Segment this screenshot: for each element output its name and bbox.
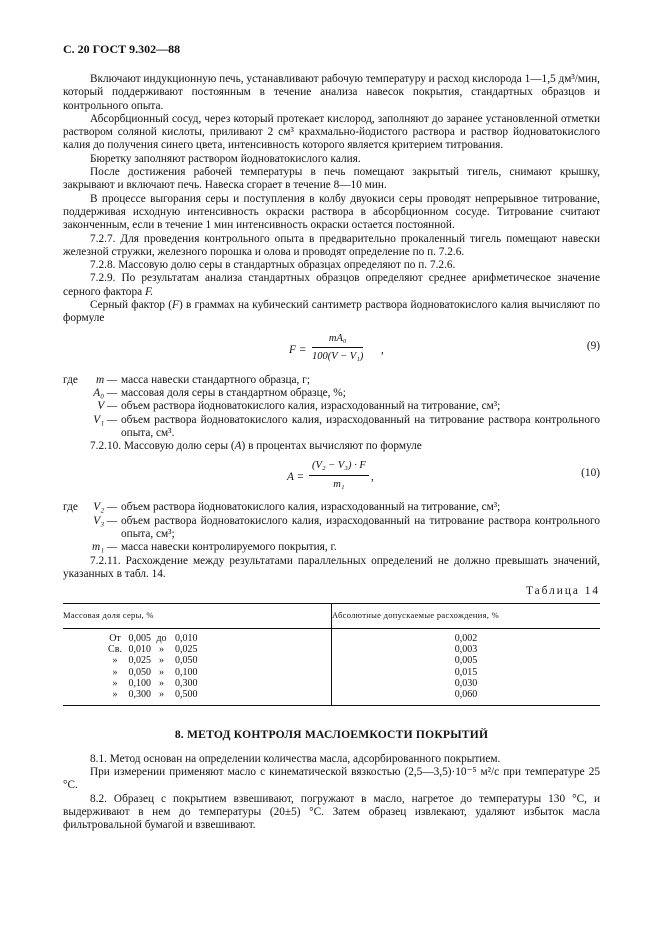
legend-description: объем раствора йодноватокислого калия, израсходованный на титрование раствора контрольного опыта, см³. [121,413,600,439]
tolerance-cell: 0,003 [454,644,478,656]
symbol-a: A [234,440,242,453]
formula-9-numerator: mA₀ [312,332,363,348]
legend-symbol: m₁ — [92,541,117,554]
range-prefix: От [109,632,121,644]
legend-lead: где [63,373,78,386]
range-separator: » [159,677,164,689]
range-separator: » [159,689,164,701]
section-title: 8. МЕТОД КОНТРОЛЯ МАСЛОЕМКОСТИ ПОКРЫТИЙ [174,727,489,741]
table-row [63,628,600,644]
range-separator: » [159,655,164,667]
range-prefix: Св. [108,644,122,656]
table-row [63,667,600,678]
legend-row [63,515,600,542]
document-body [63,73,600,833]
formula-10-numerator: (V₂ − V₃) · F [309,459,369,475]
legend-symbol: A₀ — [93,386,117,399]
formula-9-lhs: F = [289,343,307,356]
range-cell [63,655,332,666]
sulfur-factor-symbol: F. [144,285,154,298]
legend-lead [63,387,85,400]
legend-symbol: V — [97,400,117,413]
table-14 [63,603,600,706]
formula-10-comma: , [371,471,374,484]
table-header-sulfur-fraction: Массовая доля серы, % [63,603,332,628]
paragraph-4: После достижения рабочей температуры в печь помещают закрытый тигель, снимают крышку, закрывают и включают печь. Навеска сгорает в течение 8—10 мин. [63,166,600,192]
tolerance-cell: 0,015 [454,666,478,678]
formula-10 [63,459,600,497]
range-cell [63,678,332,689]
paragraph-7-2-10 [63,440,600,453]
table-header-tolerance: Абсолютные допускаемые расхождения, % [332,603,601,628]
range-to: 0,100 [175,666,198,678]
range-to: 0,500 [175,689,198,701]
paragraph-3: Бюретку заполняют раствором йодноватокислого калия. [90,152,361,165]
tolerance-cell: 0,060 [332,689,601,705]
table-row [63,678,600,689]
paragraph-5: В процессе выгорания серы и поступления в колбу двуокиси серы проводят непрерывное титрование, поддерживая исходную интенсивность окраски раствора в абсорбционном сосуде. Титрование считают законченным, если в течение 1 мин интенсивность окраски остается постоянной. [63,192,600,232]
formula-9-fraction [312,332,363,364]
formula-9-comma: , [381,343,384,356]
paragraph-1: Включают индукционную печь, устанавливают рабочую температуру и расход кислорода 1—1,5 дм³/мин, который поддерживают постоянным в течение анализа навесок покрытия, стандартных образцов и контрольного опыта. [63,73,600,112]
paragraph-oil-viscosity: При измерении применяют масло с кинематической вязкостью (2,5—3,5)·10⁻⁵ м²/с при температуре 25 °С. [63,766,600,792]
legend-lead [63,515,85,542]
formula-9-number: (9) [586,339,600,352]
legend-formula-9 [63,374,600,440]
legend-row [63,541,600,554]
paragraph-7-2-9-text: 7.2.9. По результатам анализа стандартных образцов определяют среднее арифметическое значение серного фактора [63,272,600,298]
paragraph-2: Абсорбционный сосуд, через который протекает кислород, заполняют до заранее установленной отметки раствором соляной кислоты, приливают 2 см³ крахмально-йодистого раствора и раствор йодноватокислого калия до получения синего цвета, интенсивность которого является критерием титрования. [63,112,600,152]
legend-description: объем раствора йодноватокислого калия, израсходованный на титрование, см³; [121,400,501,413]
legend-row [63,374,600,387]
legend-lead [63,414,85,441]
range-separator: до [156,632,167,644]
legend-description: массовая доля серы в стандартном образце, %; [121,386,346,399]
legend-lead [63,400,85,413]
range-prefix: » [112,655,118,667]
range-cell [63,667,332,678]
text-fragment: Серный фактор ( [90,299,173,312]
range-to: 0,010 [175,632,198,644]
legend-symbol: m — [95,373,117,386]
legend-symbol: V₂ — [93,501,117,514]
table-row [63,655,600,666]
paragraph-8-1: 8.1. Метод основан на определении количества масла, адсорбированного покрытием. [90,752,501,765]
page-header: С. 20 ГОСТ 9.302—88 [63,42,181,56]
paragraph-7-2-9 [63,272,600,299]
legend-row [63,400,600,413]
text-fragment: ) в процентах вычисляют по формуле [241,440,422,453]
formula-9-denominator: 100(V − V₁) [312,350,364,362]
tolerance-cell: 0,030 [454,677,478,689]
range-from: 0,300 [128,689,151,701]
table-caption: Таблица 14 [526,585,600,598]
range-from: 0,005 [128,632,151,644]
range-separator: » [159,644,164,656]
formula-10-fraction [309,459,369,491]
paragraph-7-2-7: 7.2.7. Для проведения контрольного опыта в предварительно прокаленный тигель помещают навески железной стружки, железного порошка и олова и проводят определение по п. 7.2.6. [63,232,600,258]
range-prefix: » [112,689,118,701]
range-to: 0,025 [175,644,198,656]
symbol-f: F [172,299,179,312]
legend-symbol: V₃ — [93,514,117,527]
tolerance-cell: 0,002 [454,632,478,644]
tolerance-cell: 0,005 [454,655,478,667]
legend-lead: где [63,501,78,514]
text-fragment: 7.2.10. Массовую долю серы ( [90,440,235,453]
range-from: 0,025 [128,655,151,667]
formula-9 [63,332,600,370]
table-row [63,644,600,655]
legend-row [63,414,600,441]
range-prefix: » [112,666,118,678]
paragraph-sulfur-factor [63,299,600,326]
table-row [63,689,600,705]
legend-formula-10 [63,501,600,554]
formula-10-number: (10) [581,467,600,480]
range-cell [63,628,332,644]
formula-10-denominator: m₁ [333,478,345,490]
legend-description: объем раствора йодноватокислого калия, израсходованный на титрование раствора контрольного опыта, см³; [121,514,600,541]
legend-row [63,501,600,514]
range-from: 0,050 [128,666,151,678]
formula-10-lhs: A = [287,471,305,484]
range-cell [63,689,332,705]
range-to: 0,050 [175,655,198,667]
range-separator: » [159,666,164,678]
paragraph-7-2-8: 7.2.8. Массовую долю серы в стандартных образцах определяют по п. 7.2.6. [90,259,456,272]
legend-description: масса навески стандартного образца, г; [121,373,310,386]
legend-description: масса навески контролируемого покрытия, г. [121,541,337,554]
legend-lead [63,541,85,554]
range-cell [63,644,332,655]
range-to: 0,300 [175,677,198,689]
range-from: 0,010 [128,644,151,656]
range-from: 0,100 [128,677,151,689]
paragraph-8-2: 8.2. Образец с покрытием взвешивают, погружают в масло, нагретое до температуры 130 °С, и выдерживают в нем до температуры (20±5) °С. Затем образец извлекают, удаляют избыток масла фильтровальной бумагой и взвешивают. [63,792,600,832]
paragraph-7-2-11: 7.2.11. Расхождение между результатами параллельных определений не должно превышать значений, указанных в табл. 14. [63,554,600,580]
legend-description: объем раствора йодноватокислого калия, израсходованный на титрование, см³; [121,501,501,514]
text-fragment: ) в граммах на кубический сантиметр раствора йодноватокислого калия вычисляют по формуле [63,299,600,325]
legend-row [63,387,600,400]
legend-symbol: V₁ — [93,413,117,426]
range-prefix: » [112,677,118,689]
